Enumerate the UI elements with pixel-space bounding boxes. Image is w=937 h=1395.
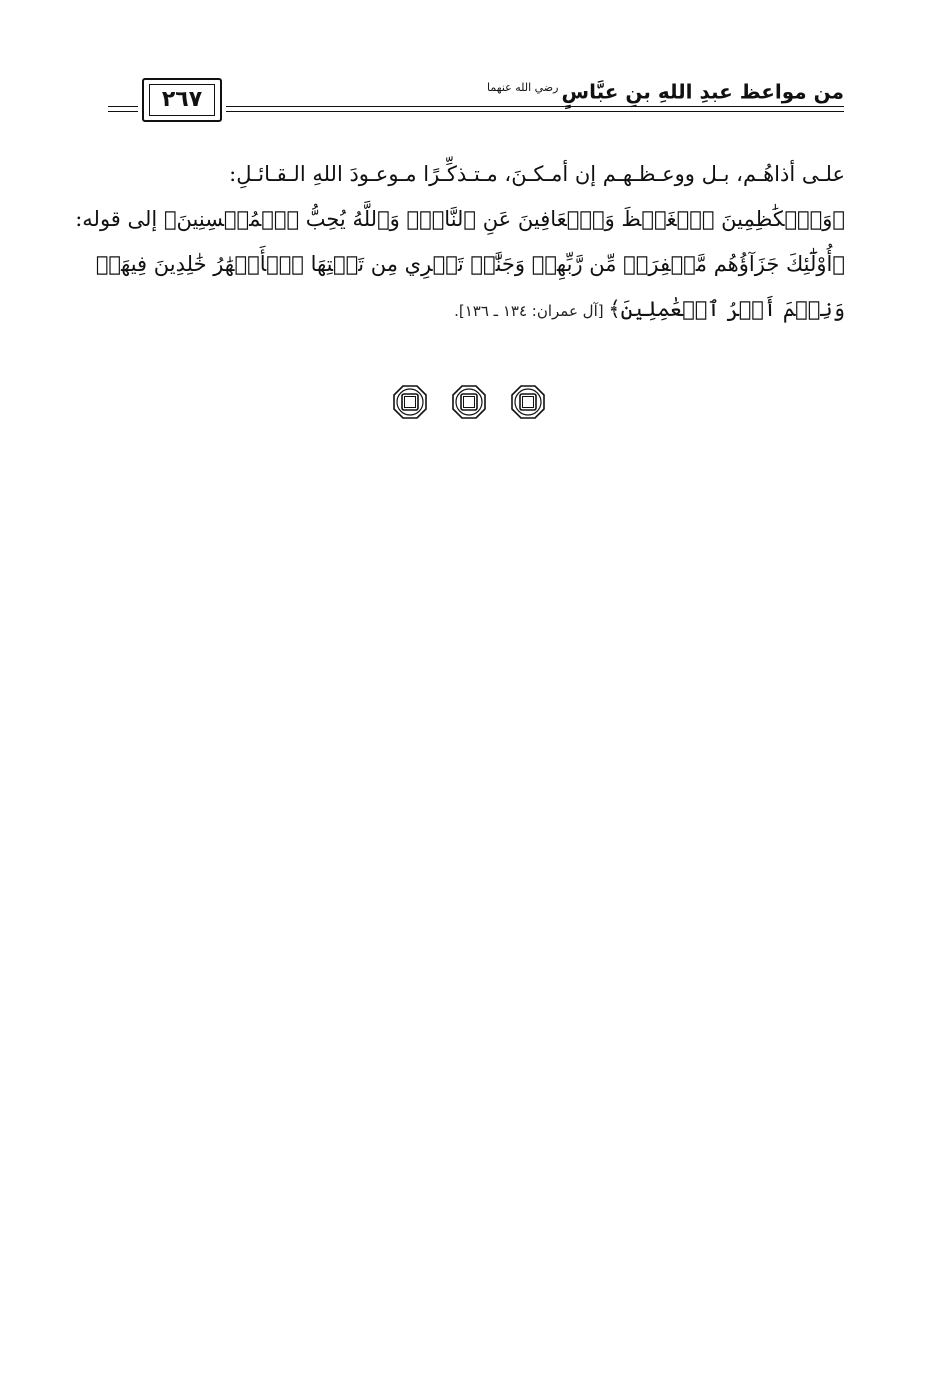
section-end-ornaments — [0, 385, 937, 419]
body-line-1: علـى أذاهُـم، بـل ووعـظـهـم إن أمـكـنَ، مـتـذكِّـرًا مـوعـودَ اللهِ الـقـائـلِ: — [229, 162, 845, 186]
body-line-2 — [75, 197, 845, 242]
octagonal-frame-ornament-icon — [393, 385, 427, 419]
running-title — [487, 74, 844, 106]
page-header — [108, 72, 844, 124]
octagonal-frame-ornament-icon — [452, 385, 486, 419]
header-rule-left — [108, 106, 138, 116]
header-rule-right — [226, 106, 844, 116]
quran-verse-2: ﴿أُوْلَٰٓئِكَ جَزَآؤُهُم مَّغۡفِرَةٞ مِّن رَّبِّهِمۡ وَجَنَّٰتٞ تَجۡرِي مِن تَحۡتِهَا ٱلۡأَنۡهَٰرُ خَٰلِدِينَ فِيهَاۚ — [95, 252, 845, 276]
body-line-3 — [95, 242, 845, 287]
verse-reference: [آل عمران: ١٣٤ ـ ١٣٦]. — [454, 302, 609, 320]
octagonal-frame-ornament-icon — [511, 385, 545, 419]
quran-verse-1: ﴿وَٱلۡكَٰظِمِينَ ٱلۡغَيۡظَ وَٱلۡعَافِينَ عَنِ ٱلنَّاسِۗ وَٱللَّهُ يُحِبُّ ٱلۡمُحۡسِنِينَ﴾ — [163, 207, 845, 231]
running-title-text: من مواعظ عبدِ اللهِ بنِ عبَّاسٍ — [561, 79, 844, 104]
body-line-2-tail: إلى قوله: — [75, 207, 164, 231]
quran-verse-2-end: وَنِعۡمَ أَجۡرُ ٱلۡعَٰمِلِينَ﴾ — [608, 297, 845, 321]
page-number: ٢٦٧ — [161, 87, 203, 112]
page-number-frame — [142, 78, 222, 122]
blessing-honorific: رضي الله عنهما — [487, 81, 559, 94]
body-line-4 — [100, 287, 845, 334]
body-paragraph — [75, 152, 845, 334]
